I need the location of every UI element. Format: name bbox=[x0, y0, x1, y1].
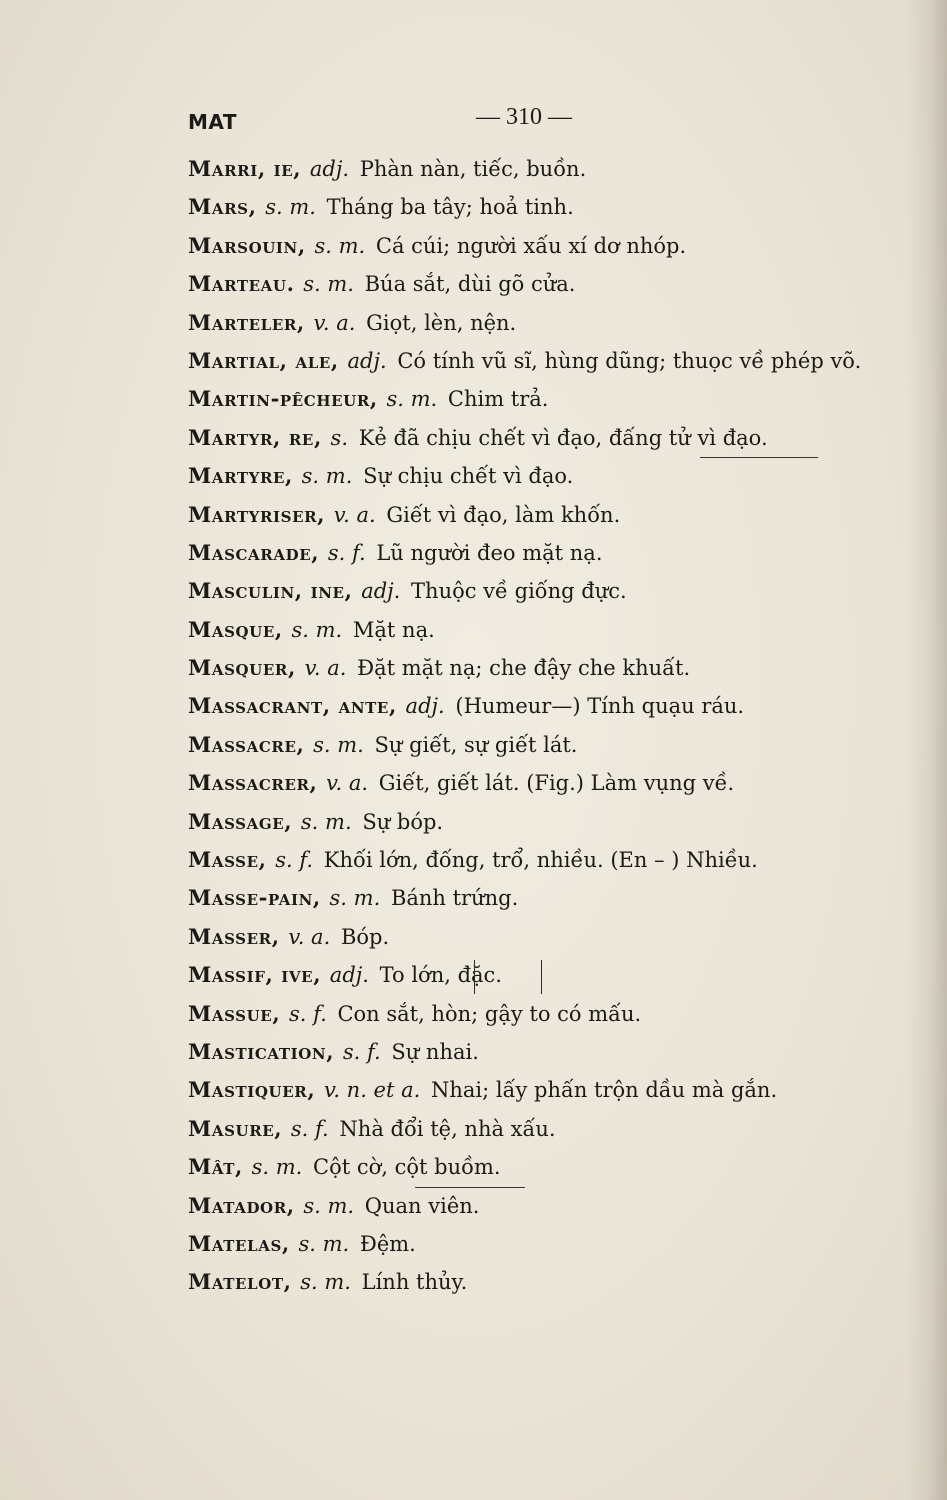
entry-definition: Sự bóp. bbox=[362, 809, 444, 834]
dictionary-entry bbox=[188, 496, 908, 534]
entry-headword: Masse-pain, bbox=[188, 885, 321, 911]
entry-grammar-tag: adj. bbox=[309, 157, 350, 181]
entry-grammar-tag: v. a. bbox=[333, 502, 376, 527]
dictionary-entry bbox=[188, 995, 908, 1033]
entry-grammar-tag: s. m. bbox=[303, 272, 354, 297]
dictionary-entry bbox=[188, 1187, 908, 1225]
entry-headword: Marsouin, bbox=[188, 232, 306, 258]
dictionary-entries bbox=[188, 150, 908, 1302]
page-number: — 310 — bbox=[476, 104, 572, 130]
entry-definition: Thuộc về giống đực. bbox=[411, 579, 627, 604]
entry-definition: Quan viên. bbox=[364, 1193, 480, 1218]
handwritten-underline-mark bbox=[700, 457, 818, 458]
entry-definition: Mặt nạ. bbox=[352, 617, 435, 642]
entry-definition: Sự chịu chết vì đạo. bbox=[363, 464, 574, 489]
entry-headword: Massage, bbox=[188, 808, 293, 834]
page-header bbox=[188, 104, 888, 144]
page-spine-shadow bbox=[907, 0, 947, 1500]
dictionary-entry bbox=[188, 879, 908, 917]
entry-definition: Nhai; lấy phấn trộn dầu mà gắn. bbox=[430, 1078, 778, 1103]
dictionary-entry bbox=[188, 726, 908, 764]
dictionary-entry bbox=[188, 419, 908, 457]
entry-headword: Martial, ale, bbox=[188, 347, 339, 373]
dictionary-entry bbox=[188, 380, 908, 418]
entry-definition: (Humeur—) Tính quạu ráu. bbox=[455, 694, 745, 719]
dictionary-entry bbox=[188, 534, 908, 572]
entry-headword: Masure, bbox=[188, 1115, 283, 1141]
entry-definition: Con sắt, hòn; gậy to có mấu. bbox=[337, 1001, 642, 1026]
entry-definition: Chim trả. bbox=[447, 387, 549, 412]
entry-headword: Martin-pêcheur, bbox=[188, 386, 378, 412]
dictionary-entry bbox=[188, 649, 908, 687]
dictionary-entry bbox=[188, 803, 908, 841]
entry-headword: Massue, bbox=[188, 1000, 281, 1026]
entry-headword: Masser, bbox=[188, 923, 280, 949]
dictionary-entry bbox=[188, 611, 908, 649]
entry-definition: Giết, giết lát. (Fig.) Làm vụng về. bbox=[378, 771, 735, 796]
entry-definition: Phàn nàn, tiếc, buồn. bbox=[359, 157, 587, 181]
entry-headword: Marteau. bbox=[188, 271, 295, 297]
entry-grammar-tag: s. m. bbox=[329, 886, 381, 911]
entry-headword: Mât, bbox=[188, 1154, 243, 1180]
entry-headword: Masculin, ine, bbox=[188, 578, 353, 604]
section-running-head: MAT bbox=[188, 110, 237, 134]
dictionary-entry bbox=[188, 764, 908, 802]
entry-grammar-tag: adj. bbox=[329, 963, 369, 988]
entry-grammar-tag: s. m. bbox=[300, 809, 352, 834]
entry-headword: Matelot, bbox=[188, 1269, 292, 1295]
entry-headword: Massacre, bbox=[188, 731, 305, 757]
entry-headword: Mascarade, bbox=[188, 539, 320, 565]
entry-definition: Bánh trứng. bbox=[390, 886, 519, 911]
entry-headword: Massif, ive, bbox=[188, 962, 322, 988]
entry-headword: Masquer, bbox=[188, 655, 296, 681]
entry-definition: Sự nhai. bbox=[391, 1039, 479, 1064]
entry-grammar-tag: s. f. bbox=[290, 1116, 329, 1141]
entry-headword: Marri, ie, bbox=[188, 156, 302, 181]
entry-headword: Mastication, bbox=[188, 1038, 335, 1064]
entry-grammar-tag: s. bbox=[330, 425, 348, 450]
entry-definition: Sự giết, sự giết lát. bbox=[374, 732, 578, 757]
entry-headword: Martyre, bbox=[188, 463, 293, 489]
entry-definition: Có tính vũ sĩ, hùng dũng; thuọc về phép võ. bbox=[397, 348, 862, 373]
entry-definition: Lũ người đeo mặt nạ. bbox=[376, 540, 603, 565]
entry-grammar-tag: s. m. bbox=[386, 387, 438, 412]
entry-headword: Masque, bbox=[188, 616, 283, 642]
entry-definition: Cột cờ, cột buồm. bbox=[313, 1155, 501, 1180]
entry-grammar-tag: s. m. bbox=[251, 1155, 303, 1180]
entry-headword: Martyr, re, bbox=[188, 424, 322, 450]
entry-definition: Kẻ đã chịu chết vì đạo, đấng tử vì đạo. bbox=[358, 425, 768, 450]
dictionary-entry bbox=[188, 1148, 908, 1186]
entry-headword: Mastiquer, bbox=[188, 1077, 316, 1103]
dictionary-entry bbox=[188, 304, 908, 342]
entry-grammar-tag: v. a. bbox=[304, 656, 347, 681]
entry-headword: Matelas, bbox=[188, 1230, 290, 1256]
entry-definition: Búa sắt, dùi gõ cửa. bbox=[364, 272, 576, 297]
entry-grammar-tag: s. m. bbox=[313, 732, 364, 757]
dictionary-entry bbox=[188, 265, 908, 303]
handwritten-bracket-mark bbox=[474, 960, 542, 994]
entry-grammar-tag: adj. bbox=[347, 348, 387, 373]
dictionary-entry bbox=[188, 457, 908, 495]
entry-grammar-tag: s. m. bbox=[314, 233, 366, 258]
entry-grammar-tag: v. a. bbox=[313, 310, 356, 335]
entry-definition: Giết vì đạo, làm khốn. bbox=[386, 502, 621, 527]
entry-grammar-tag: s. f. bbox=[288, 1001, 327, 1026]
entry-headword: Martyriser, bbox=[188, 501, 326, 527]
entry-grammar-tag: s. m. bbox=[265, 195, 316, 220]
entry-headword: Massacrant, ante, bbox=[188, 693, 397, 719]
entry-grammar-tag: v. n. et a. bbox=[323, 1078, 421, 1103]
dictionary-entry bbox=[188, 1110, 908, 1148]
dictionary-entry bbox=[188, 572, 908, 610]
entry-headword: Matador, bbox=[188, 1192, 295, 1218]
dictionary-entry bbox=[188, 227, 908, 265]
entry-definition: Tháng ba tây; hoả tinh. bbox=[326, 195, 574, 220]
entry-grammar-tag: s. m. bbox=[291, 617, 343, 642]
entry-grammar-tag: s. f. bbox=[342, 1039, 381, 1064]
dictionary-entry bbox=[188, 918, 908, 956]
dictionary-entry bbox=[188, 150, 908, 188]
entry-grammar-tag: v. a. bbox=[288, 924, 331, 949]
entry-definition: Nhà đổi tệ, nhà xấu. bbox=[339, 1116, 556, 1141]
entry-grammar-tag: s. f. bbox=[275, 848, 314, 873]
entry-grammar-tag: adj. bbox=[405, 694, 445, 719]
entry-grammar-tag: adj. bbox=[361, 579, 401, 604]
handwritten-underline-mark bbox=[415, 1187, 525, 1188]
dictionary-entry bbox=[188, 188, 908, 226]
entry-grammar-tag: v. a. bbox=[326, 771, 369, 796]
dictionary-entry bbox=[188, 1263, 908, 1301]
entry-headword: Marteler, bbox=[188, 309, 305, 335]
entry-definition: Cá cúi; người xấu xí dơ nhóp. bbox=[375, 233, 687, 258]
dictionary-entry bbox=[188, 1033, 908, 1071]
dictionary-entry bbox=[188, 1225, 908, 1263]
entry-grammar-tag: s. m. bbox=[298, 1231, 350, 1256]
dictionary-entry bbox=[188, 687, 908, 725]
entry-grammar-tag: s. m. bbox=[303, 1193, 355, 1218]
entry-definition: Đệm. bbox=[359, 1231, 416, 1256]
entry-definition: Giọt, lèn, nện. bbox=[366, 310, 517, 335]
entry-grammar-tag: s. f. bbox=[327, 540, 366, 565]
entry-headword: Massacrer, bbox=[188, 770, 318, 796]
entry-definition: Đặt mặt nạ; che đậy che khuất. bbox=[357, 656, 691, 681]
entry-definition: Lính thủy. bbox=[361, 1270, 468, 1295]
dictionary-entry bbox=[188, 342, 908, 380]
entry-grammar-tag: s. m. bbox=[301, 464, 353, 489]
entry-grammar-tag: s. m. bbox=[300, 1270, 351, 1295]
entry-definition: To lớn, đặc. bbox=[379, 963, 502, 988]
dictionary-entry bbox=[188, 1071, 908, 1109]
entry-definition: Khối lớn, đống, trổ, nhiều. (En – ) Nhiều. bbox=[323, 848, 758, 873]
dictionary-entry bbox=[188, 841, 908, 879]
entry-headword: Mars, bbox=[188, 194, 257, 220]
entry-definition: Bóp. bbox=[340, 924, 390, 949]
dictionary-entry bbox=[188, 956, 908, 994]
entry-headword: Masse, bbox=[188, 847, 267, 873]
